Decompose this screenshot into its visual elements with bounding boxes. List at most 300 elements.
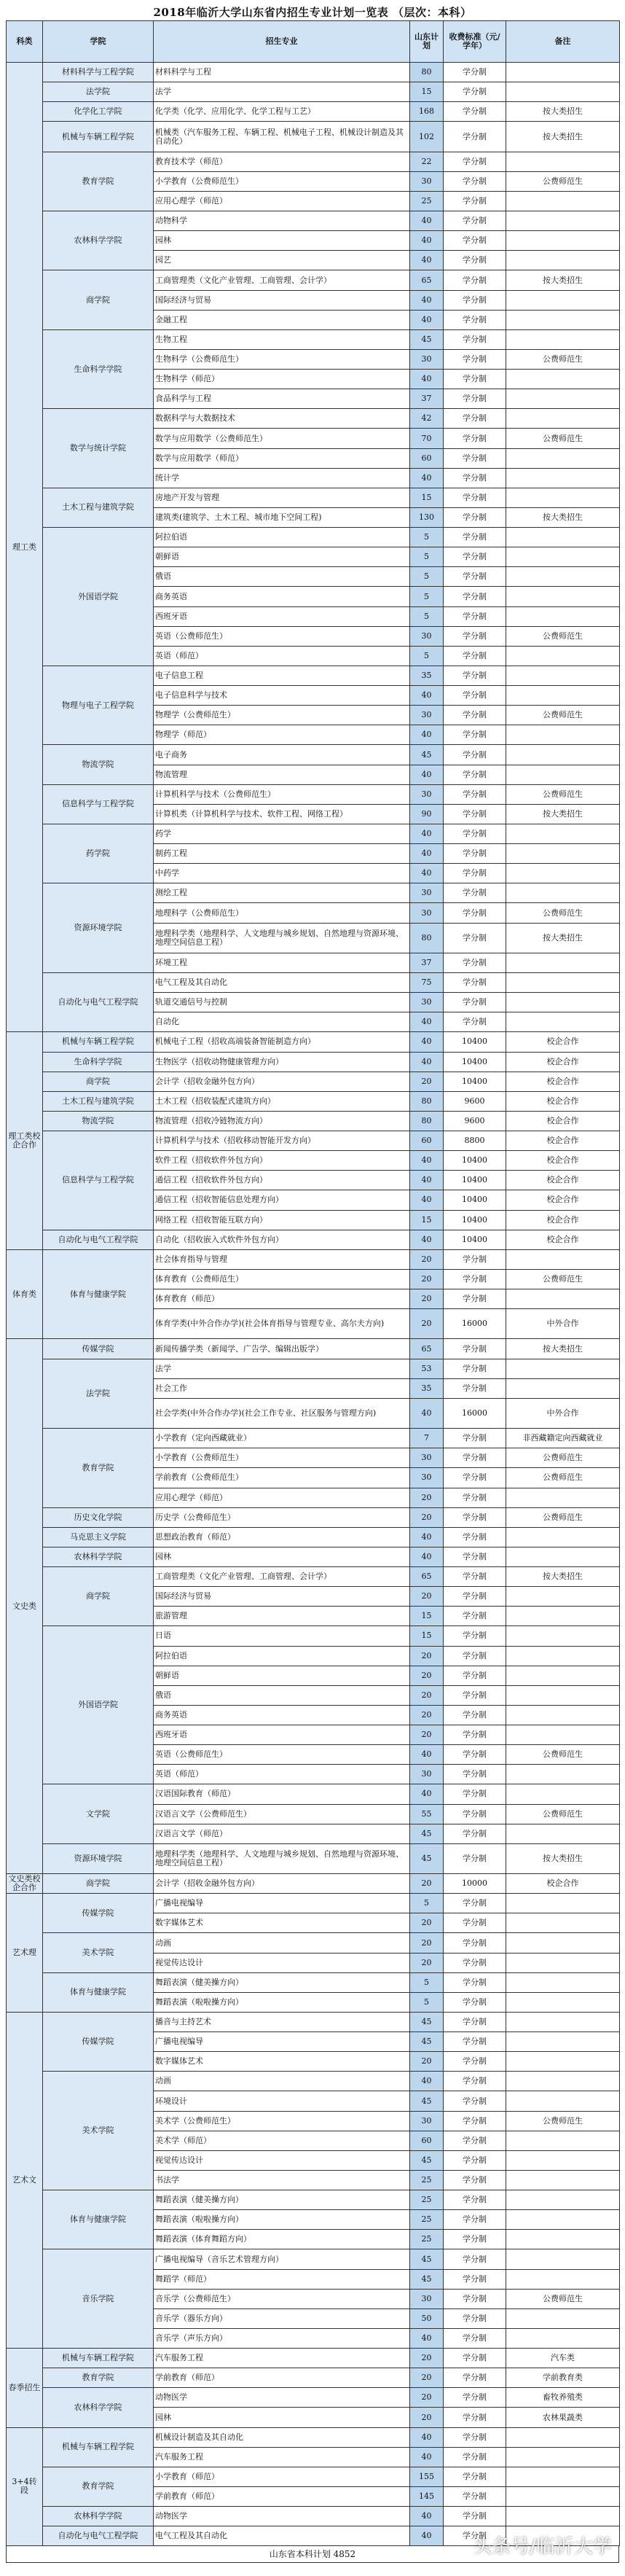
fee-cell: 学分制 [444, 1448, 506, 1468]
fee-cell: 学分制 [444, 2012, 506, 2031]
note-cell: 校企合作 [506, 1171, 620, 1190]
fee-cell: 学分制 [444, 1725, 506, 1745]
major-cell: 历史学（公费师范生） [154, 1507, 410, 1527]
note-cell: 按大类招生 [506, 1567, 620, 1587]
major-cell: 通信工程（招收智能信息处理方向） [154, 1190, 410, 1210]
table-row [7, 883, 620, 903]
major-cell: 舞蹈表演（体育舞蹈方向） [154, 2230, 410, 2249]
table-row [7, 152, 620, 171]
category-cell: 理工类校企合作 [7, 1032, 43, 1249]
note-cell [506, 1626, 620, 1646]
college-cell: 药学院 [43, 824, 154, 883]
fee-cell: 9600 [444, 1091, 506, 1111]
note-cell [506, 488, 620, 507]
fee-cell: 8800 [444, 1131, 506, 1151]
note-cell: 公费师范生 [506, 784, 620, 804]
plan-cell: 5 [410, 606, 444, 626]
plan-cell: 20 [410, 1705, 444, 1725]
note-cell [506, 1527, 620, 1547]
note-cell: 公费师范生 [506, 1269, 620, 1289]
note-cell [506, 1666, 620, 1685]
table-row [7, 1111, 620, 1131]
major-cell: 应用心理学（师范） [154, 191, 410, 211]
fee-cell: 10400 [444, 1210, 506, 1230]
note-cell [506, 1953, 620, 1972]
plan-cell: 40 [410, 1745, 444, 1765]
major-cell: 数字媒体艺术 [154, 2052, 410, 2072]
major-cell: 电气工程及其自动化 [154, 973, 410, 993]
fee-cell: 学分制 [444, 2150, 506, 2170]
plan-cell: 5 [410, 646, 444, 666]
major-cell: 社会学类(中外合作办学)(社会工作专业、社区服务与管理方向) [154, 1398, 410, 1428]
college-cell: 商学院 [43, 1072, 154, 1091]
note-cell [506, 389, 620, 409]
note-cell [506, 1488, 620, 1507]
plan-cell: 40 [410, 2507, 444, 2526]
plan-cell: 40 [410, 370, 444, 389]
major-cell: 地理科学（公费师范生） [154, 903, 410, 923]
fee-cell: 学分制 [444, 270, 506, 290]
plan-cell: 22 [410, 152, 444, 171]
fee-cell: 学分制 [444, 429, 506, 448]
plan-cell: 45 [410, 1824, 444, 1843]
header-plan: 山东计划 [410, 21, 444, 63]
note-cell [506, 2170, 620, 2190]
plan-cell: 5 [410, 1894, 444, 1913]
table-row [7, 1843, 620, 1873]
note-cell [506, 973, 620, 993]
table-row [7, 1547, 620, 1566]
note-cell [506, 2507, 620, 2526]
fee-cell: 学分制 [444, 2072, 506, 2091]
note-cell: 校企合作 [506, 1210, 620, 1230]
note-cell [506, 1784, 620, 1804]
table-row [7, 211, 620, 231]
fee-cell: 10400 [444, 1171, 506, 1190]
table-row [7, 1052, 620, 1072]
major-cell: 会计学（招收金融外包方向） [154, 1874, 410, 1894]
college-cell: 体育与健康学院 [43, 1972, 154, 2012]
major-cell: 生物科学（公费师范生） [154, 349, 410, 369]
plan-cell: 30 [410, 1468, 444, 1488]
plan-cell: 65 [410, 1567, 444, 1587]
table-row [7, 1894, 620, 1913]
plan-cell: 80 [410, 923, 444, 953]
plan-cell: 45 [410, 2269, 444, 2289]
major-cell: 体育学类(中外合作办学)(社会体育指导与管理专业、高尔夫方向) [154, 1309, 410, 1339]
plan-cell: 45 [410, 2032, 444, 2052]
category-cell: 春季招生 [7, 2349, 43, 2428]
note-cell [506, 2210, 620, 2230]
note-cell: 校企合作 [506, 1230, 620, 1249]
fee-cell: 学分制 [444, 547, 506, 567]
plan-cell: 60 [410, 448, 444, 468]
major-cell: 动物科学 [154, 211, 410, 231]
major-cell: 广播电视编导（音乐艺术管理方向） [154, 2249, 410, 2269]
admission-plan-table [6, 20, 620, 2546]
table-row [7, 2507, 620, 2526]
note-cell [506, 1933, 620, 1953]
major-cell: 新闻传播学类（新闻学、广告学、编辑出版学） [154, 1339, 410, 1359]
college-cell: 法学院 [43, 1359, 154, 1429]
note-cell [506, 606, 620, 626]
major-cell: 音乐学（器乐方向） [154, 2308, 410, 2328]
college-cell: 物流学院 [43, 1111, 154, 1131]
college-cell: 土木工程与建筑学院 [43, 1091, 154, 1111]
fee-cell: 学分制 [444, 1289, 506, 1309]
note-cell [506, 63, 620, 82]
note-cell: 校企合作 [506, 1032, 620, 1052]
note-cell: 公费师范生 [506, 429, 620, 448]
plan-cell: 40 [410, 864, 444, 883]
college-cell: 机械与车辆工程学院 [43, 1032, 154, 1052]
table-row [7, 1874, 620, 1894]
note-cell [506, 448, 620, 468]
table-header-row [7, 21, 620, 63]
fee-cell: 学分制 [444, 606, 506, 626]
fee-cell: 学分制 [444, 488, 506, 507]
table-row [7, 270, 620, 290]
college-cell: 生命科学学院 [43, 1052, 154, 1072]
college-cell: 机械与车辆工程学院 [43, 122, 154, 152]
fee-cell: 学分制 [444, 2308, 506, 2328]
plan-cell: 50 [410, 2308, 444, 2328]
header-college: 学院 [43, 21, 154, 63]
plan-cell: 20 [410, 1933, 444, 1953]
table-row [7, 102, 620, 122]
major-cell: 法学 [154, 82, 410, 102]
note-cell: 校企合作 [506, 1190, 620, 1210]
major-cell: 机械电子工程（招收高端装备智能制造方向） [154, 1032, 410, 1052]
major-cell: 机械设计制造及其自动化 [154, 2427, 410, 2447]
plan-cell: 40 [410, 1398, 444, 1428]
note-cell [506, 82, 620, 102]
fee-cell: 学分制 [444, 152, 506, 171]
plan-cell: 20 [410, 1953, 444, 1972]
note-cell: 公费师范生 [506, 706, 620, 725]
table-row [7, 122, 620, 152]
fee-cell: 学分制 [444, 745, 506, 765]
college-cell: 自动化与电气工程学院 [43, 1230, 154, 1249]
fee-cell: 学分制 [444, 349, 506, 369]
plan-cell: 25 [410, 2190, 444, 2210]
note-cell: 按大类招生 [506, 507, 620, 527]
plan-cell: 40 [410, 251, 444, 270]
plan-cell: 5 [410, 567, 444, 587]
category-cell: 体育类 [7, 1249, 43, 1339]
college-cell: 农林科学学院 [43, 2507, 154, 2526]
plan-cell: 40 [410, 2072, 444, 2091]
major-cell: 中药学 [154, 864, 410, 883]
college-cell: 物理与电子工程学院 [43, 666, 154, 745]
note-cell [506, 2230, 620, 2249]
major-cell: 房地产开发与管理 [154, 488, 410, 507]
fee-cell: 学分制 [444, 251, 506, 270]
plan-cell: 30 [410, 1765, 444, 1784]
plan-cell: 25 [410, 2170, 444, 2190]
note-cell: 畜牧养殖类 [506, 2388, 620, 2408]
note-cell [506, 2427, 620, 2447]
note-cell [506, 2308, 620, 2328]
note-cell [506, 251, 620, 270]
fee-cell: 学分制 [444, 1488, 506, 1507]
note-cell [506, 864, 620, 883]
major-cell: 通信工程（招收软件外包方向） [154, 1171, 410, 1190]
fee-cell: 学分制 [444, 993, 506, 1012]
note-cell: 公费师范生 [506, 1507, 620, 1527]
major-cell: 广播电视编导 [154, 1894, 410, 1913]
plan-cell: 30 [410, 349, 444, 369]
note-cell [506, 953, 620, 972]
major-cell: 舞蹈表演（啦啦操方向） [154, 1992, 410, 2012]
major-cell: 自动化（招收嵌入式软件外包方向） [154, 1230, 410, 1249]
plan-cell: 15 [410, 1626, 444, 1646]
note-cell: 按大类招生 [506, 1843, 620, 1873]
fee-cell: 学分制 [444, 824, 506, 843]
fee-cell: 学分制 [444, 2269, 506, 2289]
plan-cell: 30 [410, 883, 444, 903]
fee-cell: 学分制 [444, 973, 506, 993]
note-cell [506, 587, 620, 606]
college-cell: 商学院 [43, 1874, 154, 1894]
fee-cell: 学分制 [444, 2486, 506, 2506]
college-cell: 教育学院 [43, 2368, 154, 2388]
fee-cell: 学分制 [444, 448, 506, 468]
fee-cell: 学分制 [444, 2091, 506, 2111]
college-cell: 商学院 [43, 270, 154, 329]
major-cell: 音乐学（声乐方向） [154, 2328, 410, 2348]
note-cell: 校企合作 [506, 1052, 620, 1072]
plan-cell: 20 [410, 2368, 444, 2388]
college-cell: 文学院 [43, 1784, 154, 1843]
major-cell: 动物医学 [154, 2507, 410, 2526]
fee-cell: 学分制 [444, 626, 506, 646]
college-cell: 传媒学院 [43, 2012, 154, 2071]
major-cell: 数字媒体艺术 [154, 1913, 410, 1933]
note-cell [506, 1972, 620, 1992]
major-cell: 环境设计 [154, 2091, 410, 2111]
plan-cell: 60 [410, 2131, 444, 2150]
major-cell: 国际经济与贸易 [154, 290, 410, 310]
table-row [7, 1972, 620, 1992]
fee-cell: 学分制 [444, 1685, 506, 1705]
note-cell [506, 290, 620, 310]
note-cell: 公费师范生 [506, 2111, 620, 2131]
plan-cell: 42 [410, 409, 444, 429]
fee-cell: 学分制 [444, 82, 506, 102]
major-cell: 动画 [154, 2072, 410, 2091]
plan-cell: 20 [410, 1913, 444, 1933]
plan-cell: 5 [410, 528, 444, 547]
note-cell [506, 567, 620, 587]
plan-cell: 20 [410, 1685, 444, 1705]
fee-cell: 学分制 [444, 468, 506, 488]
fee-cell: 学分制 [444, 171, 506, 191]
plan-cell: 20 [410, 1488, 444, 1507]
major-cell: 汉语国际教育（师范） [154, 1784, 410, 1804]
major-cell: 体育教育（师范） [154, 1289, 410, 1309]
college-cell: 农林科学学院 [43, 2388, 154, 2427]
plan-cell: 30 [410, 626, 444, 646]
major-cell: 英语（公费师范生） [154, 626, 410, 646]
note-cell: 按大类招生 [506, 923, 620, 953]
fee-cell: 10400 [444, 1032, 506, 1052]
major-cell: 英语（师范） [154, 646, 410, 666]
note-cell: 公费师范生 [506, 1448, 620, 1468]
note-cell [506, 1646, 620, 1666]
admission-plan-sheet [6, 4, 619, 2563]
page-title: 2018年临沂大学山东省内招生专业计划一览表 （层次：本科） [153, 6, 472, 19]
major-cell: 网络工程（招收智能互联方向） [154, 1210, 410, 1230]
note-cell [506, 211, 620, 231]
fee-cell: 学分制 [444, 1646, 506, 1666]
plan-cell: 40 [410, 725, 444, 745]
major-cell: 俄语 [154, 1685, 410, 1705]
table-row [7, 1933, 620, 1953]
watermark: 头条号/临沂大学 [473, 2536, 612, 2558]
fee-cell: 学分制 [444, 903, 506, 923]
fee-cell: 学分制 [444, 2052, 506, 2072]
major-cell: 建筑类(建筑学、土木工程、城市地下空间工程) [154, 507, 410, 527]
note-cell: 校企合作 [506, 1091, 620, 1111]
plan-cell: 20 [410, 1587, 444, 1607]
fee-cell: 学分制 [444, 2249, 506, 2269]
fee-cell: 学分制 [444, 2170, 506, 2190]
fee-cell: 学分制 [444, 2507, 506, 2526]
major-cell: 生物工程 [154, 329, 410, 349]
table-row [7, 528, 620, 547]
note-cell [506, 1289, 620, 1309]
fee-cell: 学分制 [444, 122, 506, 152]
plan-cell: 40 [410, 1171, 444, 1190]
note-cell: 公费师范生 [506, 2289, 620, 2308]
plan-cell: 55 [410, 1804, 444, 1824]
plan-cell: 40 [410, 824, 444, 843]
major-cell: 汽车服务工程 [154, 2447, 410, 2467]
major-cell: 制药工程 [154, 844, 410, 864]
major-cell: 视觉传达设计 [154, 2150, 410, 2170]
major-cell: 园林 [154, 231, 410, 251]
fee-cell: 学分制 [444, 2210, 506, 2230]
plan-cell: 40 [410, 2447, 444, 2467]
header-major: 招生专业 [154, 21, 410, 63]
major-cell: 国际经济与贸易 [154, 1587, 410, 1607]
plan-cell: 102 [410, 122, 444, 152]
plan-cell: 40 [410, 765, 444, 784]
note-cell [506, 1378, 620, 1398]
note-cell: 校企合作 [506, 1111, 620, 1131]
fee-cell: 学分制 [444, 1587, 506, 1607]
table-row [7, 1626, 620, 1646]
fee-cell: 学分制 [444, 706, 506, 725]
plan-cell: 20 [410, 1646, 444, 1666]
fee-cell: 学分制 [444, 2230, 506, 2249]
college-cell: 传媒学院 [43, 1339, 154, 1359]
fee-cell: 学分制 [444, 1953, 506, 1972]
plan-cell: 20 [410, 1507, 444, 1527]
plan-cell: 40 [410, 844, 444, 864]
fee-cell: 学分制 [444, 2526, 506, 2546]
category-cell: 文史类 [7, 1339, 43, 1874]
note-cell [506, 2052, 620, 2072]
note-cell [506, 2091, 620, 2111]
table-row [7, 973, 620, 993]
college-cell: 教育学院 [43, 1429, 154, 1508]
category-cell: 文史类校企合作 [7, 1874, 43, 1894]
table-row [7, 1429, 620, 1448]
plan-cell: 15 [410, 1210, 444, 1230]
plan-cell: 37 [410, 389, 444, 409]
note-cell [506, 883, 620, 903]
fee-cell: 学分制 [444, 587, 506, 606]
major-cell: 播音与主持艺术 [154, 2012, 410, 2031]
table-row [7, 745, 620, 765]
fee-cell: 10400 [444, 1052, 506, 1072]
major-cell: 园林 [154, 2408, 410, 2427]
plan-cell: 5 [410, 1992, 444, 2012]
college-cell: 物流学院 [43, 745, 154, 784]
plan-cell: 155 [410, 2467, 444, 2486]
college-cell: 美术学院 [43, 2072, 154, 2190]
note-cell: 农林果蔬类 [506, 2408, 620, 2427]
major-cell: 计算机类（计算机科学与技术、软件工程、网络工程） [154, 804, 410, 824]
table-row [7, 1507, 620, 1527]
fee-cell: 学分制 [444, 1824, 506, 1843]
note-cell: 公费师范生 [506, 1468, 620, 1488]
note-cell [506, 1249, 620, 1269]
table-footer-total: 山东省本科计划 4852 [6, 2546, 619, 2563]
major-cell: 计算机科学与技术（公费师范生） [154, 784, 410, 804]
note-cell [506, 1824, 620, 1843]
fee-cell: 学分制 [444, 804, 506, 824]
note-cell [506, 2190, 620, 2210]
plan-cell: 40 [410, 686, 444, 706]
college-cell: 外国语学院 [43, 1626, 154, 1784]
note-cell: 校企合作 [506, 1874, 620, 1894]
category-cell: 理工类 [7, 63, 43, 1032]
note-cell [506, 2249, 620, 2269]
major-cell: 地理科学类（地理科学、人文地理与城乡规划、自然地理与资源环境、地理空间信息工程） [154, 1843, 410, 1873]
note-cell: 按大类招生 [506, 804, 620, 824]
plan-cell: 20 [410, 1269, 444, 1289]
table-row [7, 2190, 620, 2210]
plan-cell: 30 [410, 2111, 444, 2131]
category-cell: 艺术文 [7, 2012, 43, 2348]
major-cell: 社会工作 [154, 1378, 410, 1398]
fee-cell: 学分制 [444, 864, 506, 883]
table-row [7, 1527, 620, 1547]
fee-cell: 学分制 [444, 1547, 506, 1566]
fee-cell: 学分制 [444, 231, 506, 251]
major-cell: 物理学（师范） [154, 725, 410, 745]
major-cell: 物流管理 [154, 765, 410, 784]
major-cell: 应用心理学（师范） [154, 1488, 410, 1507]
fee-cell: 学分制 [444, 63, 506, 82]
note-cell [506, 329, 620, 349]
table-row [7, 666, 620, 685]
table-row [7, 1131, 620, 1151]
plan-cell: 40 [410, 310, 444, 329]
table-row [7, 63, 620, 82]
plan-cell: 30 [410, 1448, 444, 1468]
college-cell: 商学院 [43, 1567, 154, 1626]
major-cell: 学前教育（师范） [154, 2368, 410, 2388]
major-cell: 美术学（公费师范生） [154, 2111, 410, 2131]
fee-cell: 学分制 [444, 1972, 506, 1992]
table-row [7, 1230, 620, 1249]
plan-cell: 45 [410, 2249, 444, 2269]
table-row [7, 2368, 620, 2388]
